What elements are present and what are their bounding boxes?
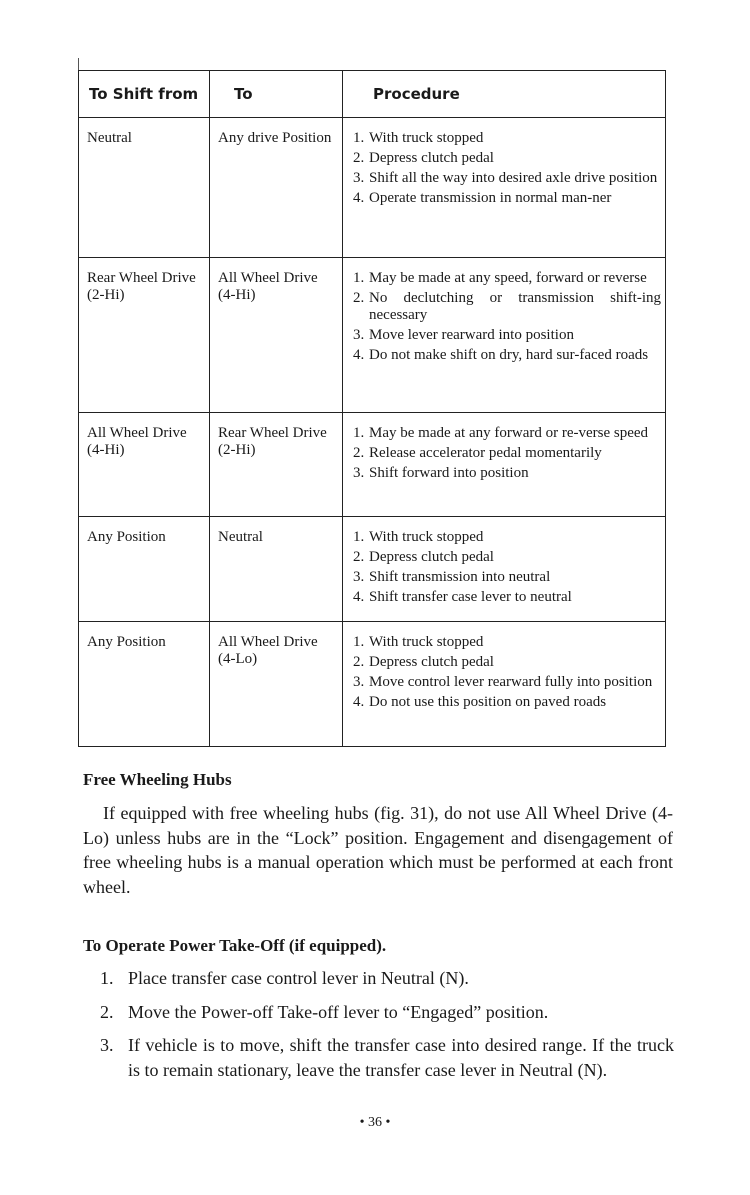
table-row bbox=[79, 258, 666, 413]
step-text: Operate transmission in normal man-ner bbox=[369, 190, 612, 206]
to-cell: Neutral bbox=[210, 517, 343, 622]
step-text: Shift transfer case lever to neutral bbox=[369, 589, 572, 605]
item-text: Move the Power-off Take-off lever to “Engaged” position. bbox=[128, 1001, 549, 1022]
list-item bbox=[100, 1033, 674, 1082]
step-number: 2. bbox=[353, 654, 365, 670]
step-number: 4. bbox=[353, 190, 365, 206]
procedure-step bbox=[353, 170, 661, 187]
step-text: Shift forward into position bbox=[369, 465, 529, 481]
procedure-cell bbox=[343, 413, 666, 517]
procedure-step bbox=[353, 347, 661, 364]
step-number: 2. bbox=[353, 290, 365, 306]
to-cell: Any drive Position bbox=[210, 118, 343, 258]
step-text: Depress clutch pedal bbox=[369, 654, 494, 670]
step-number: 1. bbox=[353, 425, 365, 441]
procedure-step bbox=[353, 694, 661, 711]
step-text: Move control lever rearward fully into position bbox=[369, 674, 653, 690]
to-cell: All Wheel Drive (4-Lo) bbox=[210, 622, 343, 747]
step-number: 3. bbox=[353, 170, 365, 186]
procedure-cell bbox=[343, 118, 666, 258]
step-number: 3. bbox=[353, 674, 365, 690]
procedure-cell bbox=[343, 622, 666, 747]
shift-procedure-table bbox=[78, 70, 666, 747]
page-number: • 36 • bbox=[359, 1115, 391, 1130]
procedure-step bbox=[353, 445, 661, 462]
step-text: May be made at any speed, forward or reverse bbox=[369, 270, 647, 286]
procedure-cell bbox=[343, 517, 666, 622]
from-cell: Any Position bbox=[79, 517, 210, 622]
step-number: 3. bbox=[353, 465, 365, 481]
step-number: 3. bbox=[353, 327, 365, 343]
step-number: 1. bbox=[353, 634, 365, 650]
procedure-step bbox=[353, 634, 661, 651]
to-cell: All Wheel Drive (4-Hi) bbox=[210, 258, 343, 413]
step-text: Release accelerator pedal momentarily bbox=[369, 445, 602, 461]
step-text: Shift transmission into neutral bbox=[369, 569, 551, 585]
procedure-step bbox=[353, 425, 661, 442]
pto-list bbox=[100, 966, 674, 1091]
step-text: Shift all the way into desired axle drive position bbox=[369, 170, 658, 186]
step-text: With truck stopped bbox=[369, 529, 484, 545]
procedure-step bbox=[353, 654, 661, 671]
step-number: 3. bbox=[353, 569, 365, 585]
list-item bbox=[100, 966, 674, 991]
step-number: 1. bbox=[353, 270, 365, 286]
procedure-step bbox=[353, 674, 661, 691]
step-text: No declutching or transmission shift-ing necessary bbox=[369, 290, 661, 323]
procedure-step bbox=[353, 290, 661, 324]
hubs-paragraph: If equipped with free wheeling hubs (fig. 31), do not use All Wheel Drive (4-Lo) unless hubs are in the “Lock” position. Engagement and disengagement of free wheeling hubs is a manual operation which must be performed at each front wheel. bbox=[83, 803, 673, 897]
item-number: 2. bbox=[100, 1001, 114, 1022]
table-row bbox=[79, 413, 666, 517]
from-cell: Rear Wheel Drive (2-Hi) bbox=[79, 258, 210, 413]
step-text: Do not use this position on paved roads bbox=[369, 694, 607, 710]
step-number: 1. bbox=[353, 130, 365, 146]
procedure-step bbox=[353, 130, 661, 147]
item-text: Place transfer case control lever in Neutral (N). bbox=[128, 968, 469, 988]
step-number: 4. bbox=[353, 694, 365, 710]
table-edge-line bbox=[78, 58, 79, 70]
step-number: 4. bbox=[353, 347, 365, 363]
item-number: 3. bbox=[100, 1035, 114, 1055]
item-text: If vehicle is to move, shift the transfer case into desired range. If the truck is to remain stationary, leave the transfer case lever in Neutral (N). bbox=[128, 1035, 674, 1080]
procedure-cell bbox=[343, 258, 666, 413]
step-number: 2. bbox=[353, 150, 365, 166]
procedure-step bbox=[353, 529, 661, 546]
step-text: Depress clutch pedal bbox=[369, 549, 494, 565]
step-number: 4. bbox=[353, 589, 365, 605]
procedure-step bbox=[353, 589, 661, 606]
pto-heading: To Operate Power Take-Off (if equipped). bbox=[83, 936, 387, 955]
step-text: With truck stopped bbox=[369, 130, 484, 146]
procedure-step bbox=[353, 190, 661, 207]
table-row bbox=[79, 622, 666, 747]
table-row bbox=[79, 517, 666, 622]
header-procedure: Procedure bbox=[343, 71, 666, 118]
procedure-step bbox=[353, 569, 661, 586]
list-item bbox=[100, 1000, 674, 1025]
step-text: With truck stopped bbox=[369, 634, 484, 650]
procedure-step bbox=[353, 150, 661, 167]
procedure-step bbox=[353, 465, 661, 482]
from-cell: Neutral bbox=[79, 118, 210, 258]
step-text: Move lever rearward into position bbox=[369, 327, 574, 343]
step-number: 2. bbox=[353, 445, 365, 461]
step-number: 2. bbox=[353, 549, 365, 565]
item-number: 1. bbox=[100, 968, 114, 988]
table-header-row bbox=[79, 71, 666, 118]
header-to: To bbox=[210, 71, 343, 118]
procedure-step bbox=[353, 270, 661, 287]
procedure-step bbox=[353, 549, 661, 566]
procedure-step bbox=[353, 327, 661, 344]
step-text: May be made at any forward or re-verse speed bbox=[369, 425, 649, 441]
step-text: Do not make shift on dry, hard sur-faced roads bbox=[369, 347, 649, 363]
step-text: Depress clutch pedal bbox=[369, 150, 494, 166]
from-cell: Any Position bbox=[79, 622, 210, 747]
step-number: 1. bbox=[353, 529, 365, 545]
from-cell: All Wheel Drive (4-Hi) bbox=[79, 413, 210, 517]
table-row bbox=[79, 118, 666, 258]
to-cell: Rear Wheel Drive (2-Hi) bbox=[210, 413, 343, 517]
hubs-heading: Free Wheeling Hubs bbox=[83, 770, 232, 789]
header-from: To Shift from bbox=[79, 71, 210, 118]
